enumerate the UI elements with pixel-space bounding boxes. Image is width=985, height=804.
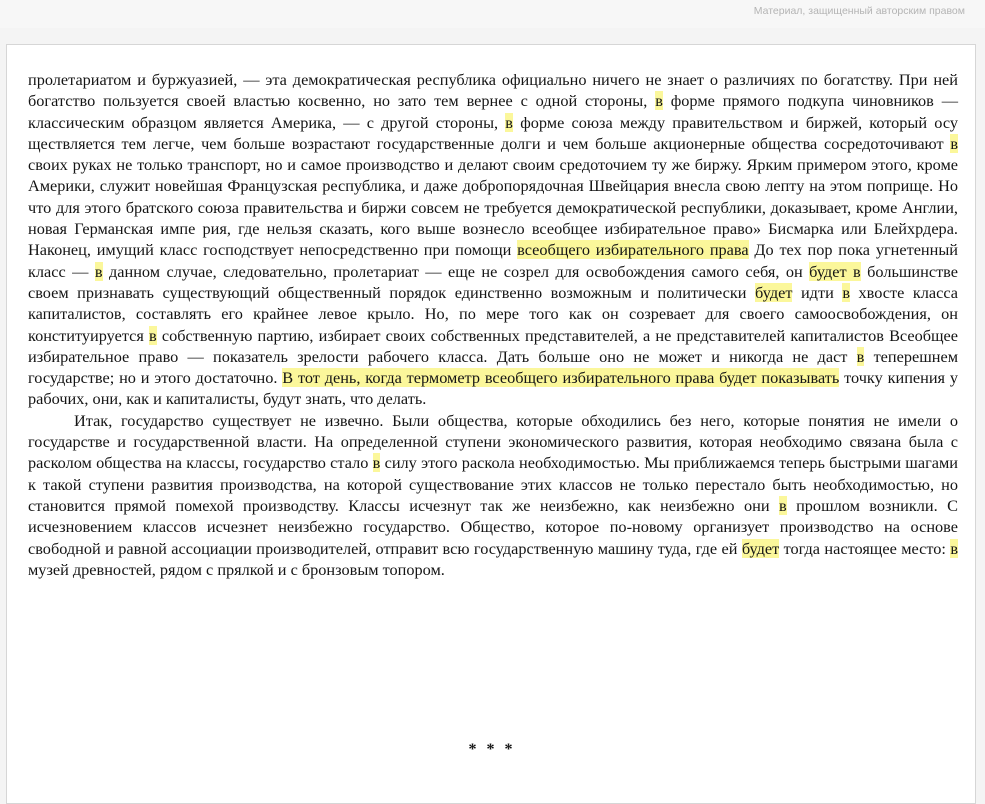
text-segment: большинстве своем признавать существующий общественный порядок единственно возможным и политически [28, 261, 958, 302]
highlighted-word: будет [755, 282, 793, 302]
highlighted-word: в [842, 282, 850, 302]
highlighted-word: в [950, 538, 958, 558]
text-segment: теперешнем государстве; но и этого достаточно. [28, 346, 958, 388]
text-segment: До тех пор пока угнетенный класс — [28, 240, 958, 281]
text-segment: пролетариатом и буржуазией, — эта демократическая республика официально ничего не знает о различиях по богатству. При ней богатство пользуется своей властью косвенно, но зато тем вернее с одной стороны, [28, 70, 958, 111]
text-segment: музей древностей, рядом с прялкой и с бронзовым топором. [28, 559, 445, 579]
text-segment: хвосте класса капиталистов, составлять его крайнее левое крыло. Но, по мере того как он созревает для своего самоосвобождения, он конституируется [28, 282, 958, 345]
highlighted-phrase: всеобщего избирательного права [517, 240, 749, 260]
highlighted-word: в [856, 346, 865, 366]
text-segment: данном случае, следовательно, пролетариат — еще не созрел для освобождения самого себя, он [102, 261, 810, 281]
paragraph-2 [28, 410, 958, 580]
text-segment: прошлом возникли. С исчезновением классов исчезнет неизбежно государство. Общество, которое по-новому организует производство на основе свободной и равной ассоциации производителей, отправит всю государственную машину туда, где ей [28, 495, 958, 558]
text-segment: точку кипения у рабочих, они, как и капиталисты, будут знать, что делать. [28, 368, 959, 409]
paragraph-1 [28, 69, 958, 410]
highlighted-word: в [372, 453, 381, 473]
text-segment: силу этого раскола необходимостью. Мы приближаемся теперь быстрыми шагами к такой ступени развития производства, на которой существование этих классов не только перестало быть необходимостью, но становится прямой помехой производству. Классы исчезнут так же неизбежно, как неизбежно они [28, 453, 958, 515]
highlighted-word: в [778, 495, 787, 515]
text-segment: форме прямого подкупа чиновников — классическим образцом является Америка, — с другой стороны, [28, 91, 958, 132]
text-segment: тогда настоящее место: [779, 538, 951, 558]
highlighted-word: будет [741, 538, 780, 558]
text-segment: своих руках не только транспорт, но и самое производство и делают своим средоточием ту же биржу. Ярким примером этого, кроме Америки, служит новейшая Французская республика, и даже добропорядочная Швейцария внесла свою лепту на этом поприще. Но что для этого братского союза правительства и биржи совсем не требуется демократической республики, доказывает, кроме Англии, новая Германская импе рия, где нельзя сказать, кого выше вознесло всеобщее избирательное право» Бисмарка или Блейхрдера. Наконец, имущий класс господствует непосредственно при помощи [28, 155, 958, 260]
top-bar [0, 0, 985, 28]
text-segment: идти [792, 282, 843, 302]
highlighted-phrase: будет в [809, 261, 861, 281]
text-segment: Итак, государство существует не извечно. Были общества, которые обходились без него, которые понятия не имели о государстве и государственной власти. На определенной ступени экономического развития, которая необходимо связана была с расколом общества на классы, государство стало [28, 410, 958, 473]
highlighted-word: в [505, 112, 513, 132]
highlighted-word: в [94, 261, 103, 281]
copyright-notice: Материал, защищенный авторским правом [753, 5, 965, 17]
highlighted-word: в [950, 133, 958, 153]
document-text [28, 69, 958, 580]
document-page[interactable] [6, 44, 976, 804]
highlighted-word: в [655, 91, 663, 111]
section-break: * * * [468, 741, 516, 758]
highlighted-word: в [149, 325, 157, 345]
text-segment: форме союза между правительством и биржей, который осу ществляется тем легче, чем больше возрастают государственные долги и чем больше акционерные общества сосредоточивают [28, 112, 958, 153]
highlighted-phrase: В тот день, когда термометр всеобщего избирательного права будет показывать [282, 368, 840, 388]
text-segment: собственную партию, избирает своих собственных представителей, а не представителей капиталистов Всеобщее избирательное право — показатель зрелости рабочего класса. Дать больше оно не может и никогда не даст [28, 325, 958, 366]
